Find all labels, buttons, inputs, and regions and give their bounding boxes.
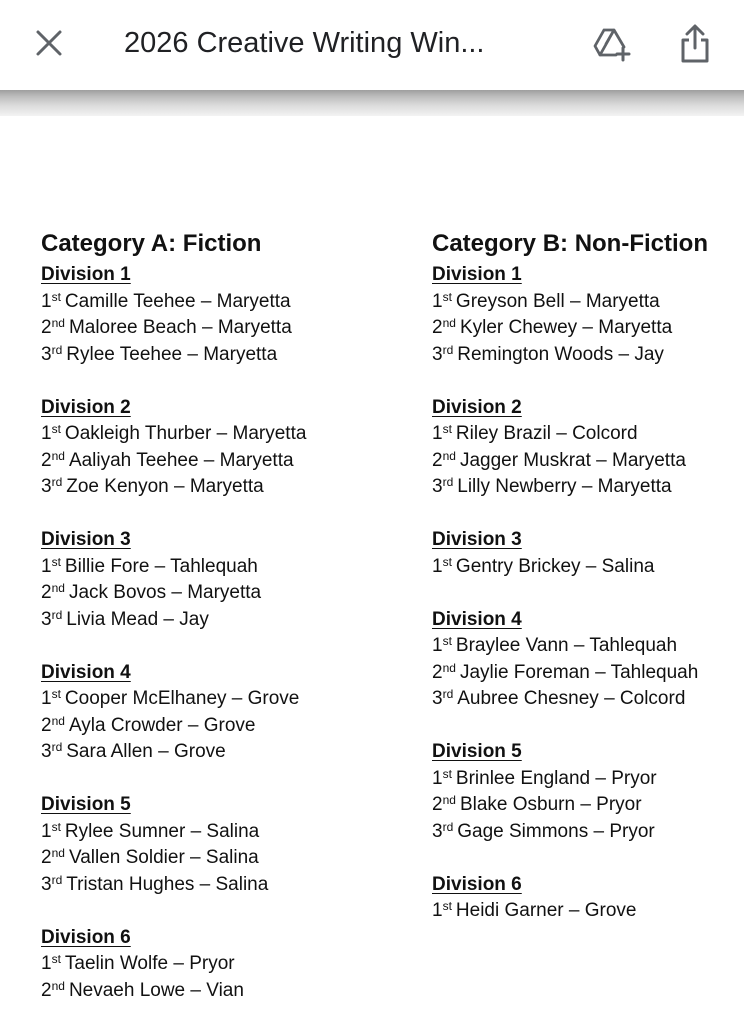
winner-entry: [41, 739, 371, 766]
place-suffix: nd: [51, 581, 65, 595]
winner-name-school: Zoe Kenyon – Maryetta: [66, 476, 264, 497]
division-block: [41, 792, 371, 898]
winner-entry: [432, 686, 732, 713]
place-suffix: st: [51, 422, 61, 436]
place-number: 1: [432, 900, 443, 921]
winner-entry: [432, 554, 732, 581]
place-number: 1: [432, 290, 443, 312]
winner-name-school: Gentry Brickey – Salina: [455, 555, 655, 577]
winner-entry: [41, 554, 371, 581]
winner-name-school: Jack Bovos – Maryetta: [68, 582, 262, 603]
division-block: [41, 527, 371, 633]
winner-name-school: Aaliyah Teehee – Maryetta: [68, 449, 294, 471]
place-number: 3: [432, 343, 443, 365]
winner-name-school: Billie Fore – Tahlequah: [64, 555, 258, 577]
winner-entry: [41, 845, 371, 872]
place-number: 1: [41, 555, 52, 577]
winner-name-school: Tristan Hughes – Salina: [66, 873, 269, 895]
place-number: 3: [41, 873, 52, 895]
place-suffix: nd: [442, 660, 456, 675]
place-suffix: nd: [51, 713, 65, 728]
winner-name-school: Blake Osburn – Pryor: [459, 794, 642, 815]
winner-name-school: Livia Mead – Jay: [66, 608, 209, 630]
winner-name-school: Jagger Muskrat – Maryetta: [459, 449, 686, 471]
division-block: [432, 739, 732, 845]
app-bar: [0, 0, 744, 90]
place-suffix: nd: [51, 316, 65, 330]
place-number: 2: [41, 847, 52, 868]
place-suffix: st: [442, 766, 452, 781]
place-suffix: st: [51, 554, 61, 569]
winner-name-school: Sara Allen – Grove: [66, 741, 226, 762]
winner-name-school: Kyler Chewey – Maryetta: [459, 317, 673, 338]
division-block: [432, 262, 732, 368]
division-title: Division 5: [432, 741, 522, 762]
winner-name-school: Rylee Teehee – Maryetta: [66, 343, 278, 365]
winner-name-school: Vallen Soldier – Salina: [68, 847, 259, 868]
winner-entry: [41, 289, 371, 316]
place-number: 2: [432, 661, 443, 683]
category-title: Category A: Fiction: [41, 230, 262, 257]
division-title: Division 6: [41, 926, 131, 948]
place-suffix: rd: [51, 872, 63, 887]
place-number: 2: [41, 582, 52, 603]
place-suffix: nd: [51, 846, 65, 860]
place-suffix: st: [51, 819, 61, 834]
place-number: 3: [41, 741, 52, 762]
category-a-column: [41, 230, 371, 1031]
winner-name-school: Braylee Vann – Tahlequah: [455, 635, 678, 656]
place-suffix: nd: [442, 316, 456, 330]
place-suffix: st: [442, 289, 452, 304]
place-number: 1: [432, 555, 443, 577]
place-suffix: rd: [51, 342, 63, 357]
winner-name-school: Remington Woods – Jay: [457, 343, 664, 365]
winner-entry: [432, 898, 732, 925]
place-number: 2: [41, 979, 52, 1001]
place-suffix: st: [442, 634, 452, 648]
division-block: [41, 660, 371, 766]
winner-entry: [432, 660, 732, 687]
place-number: 2: [432, 794, 443, 815]
winner-name-school: Cooper McElhaney – Grove: [64, 688, 300, 709]
winner-name-school: Camille Teehee – Maryetta: [64, 290, 291, 312]
place-number: 3: [432, 688, 443, 709]
division-block: [41, 262, 371, 368]
winner-entry: [41, 342, 371, 369]
category-title: Category B: Non-Fiction: [432, 230, 708, 257]
place-suffix: rd: [51, 475, 63, 489]
place-suffix: rd: [51, 607, 63, 622]
division-block: [432, 607, 732, 713]
winner-entry: [41, 713, 371, 740]
place-number: 1: [41, 688, 52, 709]
place-suffix: nd: [51, 448, 65, 463]
winner-entry: [432, 315, 732, 342]
winner-name-school: Ayla Crowder – Grove: [68, 714, 256, 736]
place-number: 3: [41, 343, 52, 365]
winner-entry: [41, 872, 371, 899]
winner-name-school: Brinlee England – Pryor: [455, 767, 657, 789]
place-suffix: rd: [442, 475, 454, 489]
winner-entry: [432, 342, 732, 369]
place-number: 2: [41, 317, 52, 338]
winner-name-school: Jaylie Foreman – Tahlequah: [459, 661, 699, 683]
division-block: [41, 395, 371, 501]
division-title: Division 1: [41, 264, 131, 285]
division-title: Division 1: [432, 264, 522, 285]
add-to-drive-button[interactable]: [588, 20, 636, 68]
place-number: 3: [41, 608, 52, 630]
place-suffix: nd: [442, 793, 456, 807]
place-suffix: rd: [442, 687, 454, 701]
winner-name-school: Lilly Newberry – Maryetta: [457, 476, 672, 497]
winner-name-school: Rylee Sumner – Salina: [64, 820, 260, 842]
place-suffix: st: [442, 554, 452, 569]
place-suffix: st: [51, 687, 61, 701]
winner-name-school: Maloree Beach – Maryetta: [68, 317, 292, 338]
place-number: 2: [432, 317, 443, 338]
division-block: [432, 872, 732, 925]
place-number: 1: [41, 423, 52, 444]
winner-name-school: Aubree Chesney – Colcord: [457, 688, 686, 709]
place-number: 1: [41, 953, 52, 974]
winner-entry: [41, 951, 371, 978]
winner-entry: [41, 421, 371, 448]
division-title: Division 3: [41, 529, 131, 550]
division-block: [432, 395, 732, 501]
division-title: Division 5: [41, 794, 131, 815]
close-icon: [35, 29, 63, 57]
division-title: Division 4: [432, 608, 522, 630]
place-suffix: rd: [442, 342, 454, 357]
winner-entry: [432, 766, 732, 793]
place-number: 1: [41, 820, 52, 842]
winner-entry: [41, 315, 371, 342]
share-icon: [680, 24, 710, 64]
winner-entry: [432, 421, 732, 448]
place-number: 1: [432, 767, 443, 789]
division-title: Division 4: [41, 661, 131, 683]
winner-entry: [432, 474, 732, 501]
winner-name-school: Riley Brazil – Colcord: [455, 423, 638, 444]
division-title: Division 3: [432, 529, 522, 550]
place-suffix: rd: [51, 740, 63, 754]
winner-entry: [432, 633, 732, 660]
document-title: 2026 Creative Writing Win...: [124, 27, 485, 59]
winner-entry: [41, 580, 371, 607]
place-suffix: nd: [442, 448, 456, 463]
winner-entry: [41, 819, 371, 846]
place-number: 2: [41, 714, 52, 736]
place-number: 1: [432, 423, 443, 444]
winner-entry: [41, 978, 371, 1005]
winner-name-school: Taelin Wolfe – Pryor: [64, 953, 235, 974]
place-number: 2: [432, 449, 443, 471]
place-suffix: st: [51, 952, 61, 966]
winner-name-school: Heidi Garner – Grove: [455, 900, 637, 921]
winner-entry: [432, 792, 732, 819]
place-number: 3: [432, 476, 443, 497]
winner-entry: [41, 607, 371, 634]
share-button[interactable]: [672, 20, 718, 68]
place-number: 2: [41, 449, 52, 471]
division-block: [432, 527, 732, 580]
add-to-drive-icon: [592, 26, 632, 62]
division-block: [41, 925, 371, 1005]
place-number: 3: [432, 820, 443, 842]
division-title: Division 6: [432, 873, 522, 895]
category-b-column: [432, 230, 732, 951]
place-number: 3: [41, 476, 52, 497]
place-suffix: st: [442, 422, 452, 436]
winner-entry: [432, 289, 732, 316]
winner-name-school: Nevaeh Lowe – Vian: [68, 979, 244, 1001]
division-title: Division 2: [432, 396, 522, 418]
place-suffix: nd: [51, 978, 65, 993]
place-number: 1: [432, 635, 443, 656]
place-suffix: st: [442, 899, 452, 913]
winner-name-school: Greyson Bell – Maryetta: [455, 290, 660, 312]
division-title: Division 2: [41, 396, 131, 418]
toolbar-shadow: [0, 90, 744, 116]
winner-name-school: Gage Simmons – Pryor: [457, 820, 655, 842]
winner-entry: [41, 448, 371, 475]
winner-entry: [432, 819, 732, 846]
place-suffix: st: [51, 289, 61, 304]
place-number: 1: [41, 290, 52, 312]
winner-entry: [41, 474, 371, 501]
winner-entry: [432, 448, 732, 475]
close-button[interactable]: [26, 20, 72, 66]
winner-name-school: Oakleigh Thurber – Maryetta: [64, 423, 307, 444]
winner-entry: [41, 686, 371, 713]
place-suffix: rd: [442, 819, 454, 834]
